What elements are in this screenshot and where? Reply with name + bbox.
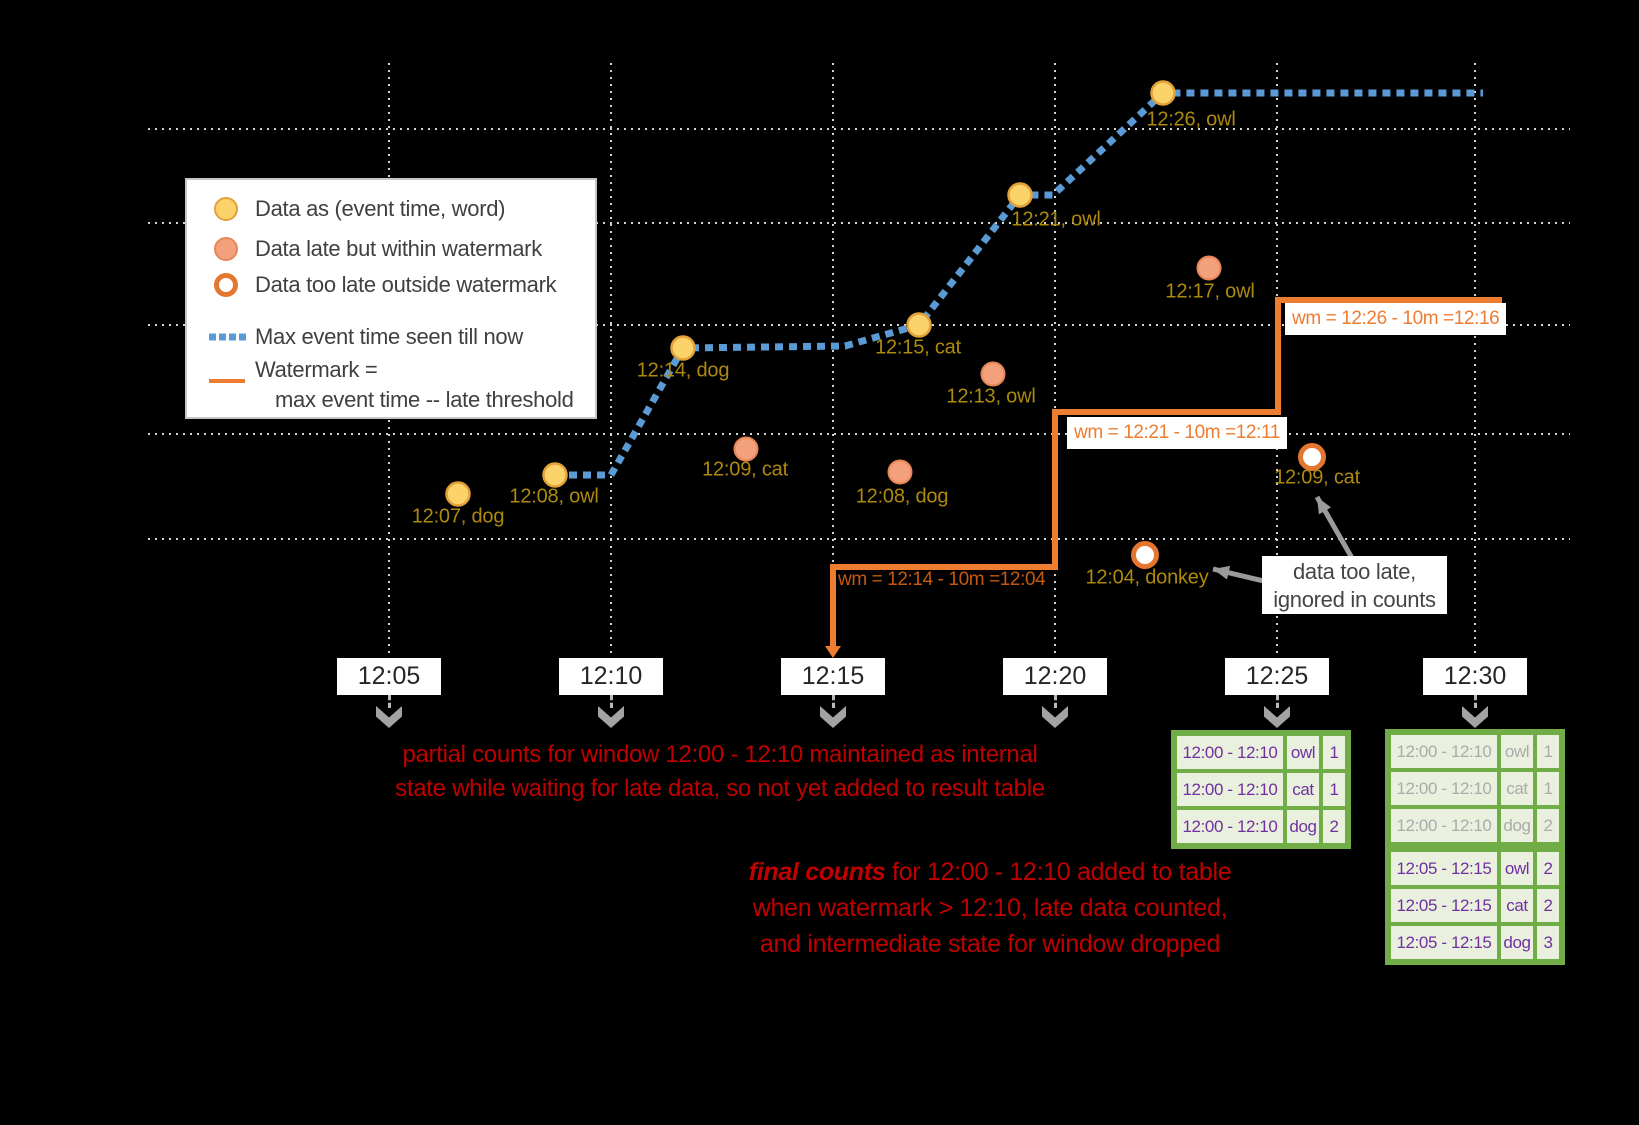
final-counts-line2: when watermark > 12:10, late data counted, [752,894,1228,922]
time-tick-1230: 12:30 [1423,658,1527,695]
data-point-label: 12:21, owl [1011,208,1101,231]
window-cell: 12:00 - 12:10 [1177,773,1283,806]
partial-counts-line2: state while waiting for late data, so not yet added to result table [395,775,1045,802]
legend-item-ontime: Data as (event time, word) [255,196,506,221]
count-cell: 2 [1323,810,1345,843]
time-tick-1205: 12:05 [337,658,441,695]
time-tick-1210: 12:10 [559,658,663,695]
data-point-label: 12:09, cat [1274,466,1360,489]
window-cell: 12:00 - 12:10 [1391,772,1497,805]
tick-arrow-stem [610,695,613,708]
word-cell: cat [1501,772,1533,805]
word-cell: cat [1287,773,1319,806]
count-cell: 2 [1537,889,1559,922]
word-cell: cat [1501,889,1533,922]
final-counts-note [690,854,1290,962]
count-cell: 2 [1537,809,1559,842]
too-late-dot-icon [214,273,238,297]
data-point-label: 12:07, dog [411,505,505,528]
data-point-late [735,438,758,461]
table-group-divider [1391,846,1559,848]
legend-item-watermark: Watermark = [255,357,378,382]
partial-counts-note [330,738,1110,806]
ontime-dot-icon [214,197,238,221]
tick-arrow-stem [388,695,391,708]
data-point-ontime [908,314,931,337]
window-cell: 12:00 - 12:10 [1391,735,1497,768]
data-point-ontime [544,464,567,487]
data-point-late [889,461,912,484]
data-point-toolate [1134,544,1157,567]
window-cell: 12:00 - 12:10 [1391,809,1497,842]
window-cell: 12:05 - 12:15 [1391,926,1497,959]
count-cell: 1 [1323,736,1345,769]
watermark-label: wm = 12:21 - 10m =12:11 [1067,417,1287,449]
data-point-ontime [672,337,695,360]
max-event-time-line [555,93,1483,475]
data-point-ontime [1009,184,1032,207]
word-cell: dog [1287,810,1319,843]
result-table-1 [1171,730,1351,849]
watermark-line-swatch-icon [209,379,245,383]
result-table-2 [1385,729,1565,965]
count-cell: 1 [1323,773,1345,806]
word-cell: owl [1501,852,1533,885]
count-cell: 1 [1537,735,1559,768]
time-tick-1215: 12:15 [781,658,885,695]
word-cell: dog [1501,926,1533,959]
word-cell: owl [1287,736,1319,769]
partial-counts-line1: partial counts for window 12:00 - 12:10 maintained as internal [402,741,1038,768]
data-point-toolate [1301,446,1324,469]
legend-item-too-late: Data too late outside watermark [255,272,557,297]
data-point-late [982,363,1005,386]
window-cell: 12:05 - 12:15 [1391,852,1497,885]
data-point-late [1198,257,1221,280]
legend [185,178,597,419]
data-point-label: 12:08, owl [509,485,599,508]
final-counts-line3: and intermediate state for window dropped [759,930,1221,958]
too-late-note [1262,556,1447,614]
count-cell: 2 [1537,852,1559,885]
window-cell: 12:05 - 12:15 [1391,889,1497,922]
legend-item-late: Data late but within watermark [255,236,542,261]
final-counts-line1-rest: for 12:00 - 12:10 added to table [885,858,1232,886]
tick-arrow-stem [1276,695,1279,708]
late-dot-icon [214,237,238,261]
data-point-label: 12:17, owl [1165,280,1255,303]
max-event-line-swatch-icon [209,334,246,341]
data-point-ontime [447,483,470,506]
time-tick-1225: 12:25 [1225,658,1329,695]
final-counts-line1 [690,854,1290,890]
tick-arrow-stem [832,695,835,708]
data-point-label: 12:15, cat [875,336,961,359]
data-point-label: 12:26, owl [1146,108,1236,131]
data-point-label: 12:09, cat [702,458,788,481]
window-cell: 12:00 - 12:10 [1177,736,1283,769]
tick-arrow-stem [1474,695,1477,708]
data-point-label: 12:08, dog [855,485,949,508]
final-counts-lead: final counts [748,858,886,886]
window-cell: 12:00 - 12:10 [1177,810,1283,843]
watermark-label: wm = 12:14 - 10m =12:04 [838,569,1046,590]
time-tick-1220: 12:20 [1003,658,1107,695]
count-cell: 1 [1537,772,1559,805]
word-cell: owl [1501,735,1533,768]
watermark-arrowhead-icon [825,646,841,658]
too-late-note-line2: ignored in counts [1273,587,1436,612]
legend-item-max-event: Max event time seen till now [255,324,523,349]
too-late-note-line1: data too late, [1292,559,1416,584]
data-point-ontime [1152,82,1175,105]
tick-arrow-stem [1054,695,1057,708]
word-cell: dog [1501,809,1533,842]
data-point-label: 12:13, owl [946,385,1036,408]
count-cell: 3 [1537,926,1559,959]
data-point-label: 12:04, donkey [1085,566,1209,589]
legend-item-watermark-formula: max event time -- late threshold [275,387,574,412]
watermark-label: wm = 12:26 - 10m =12:16 [1285,303,1506,335]
data-point-label: 12:14, dog [636,359,730,382]
